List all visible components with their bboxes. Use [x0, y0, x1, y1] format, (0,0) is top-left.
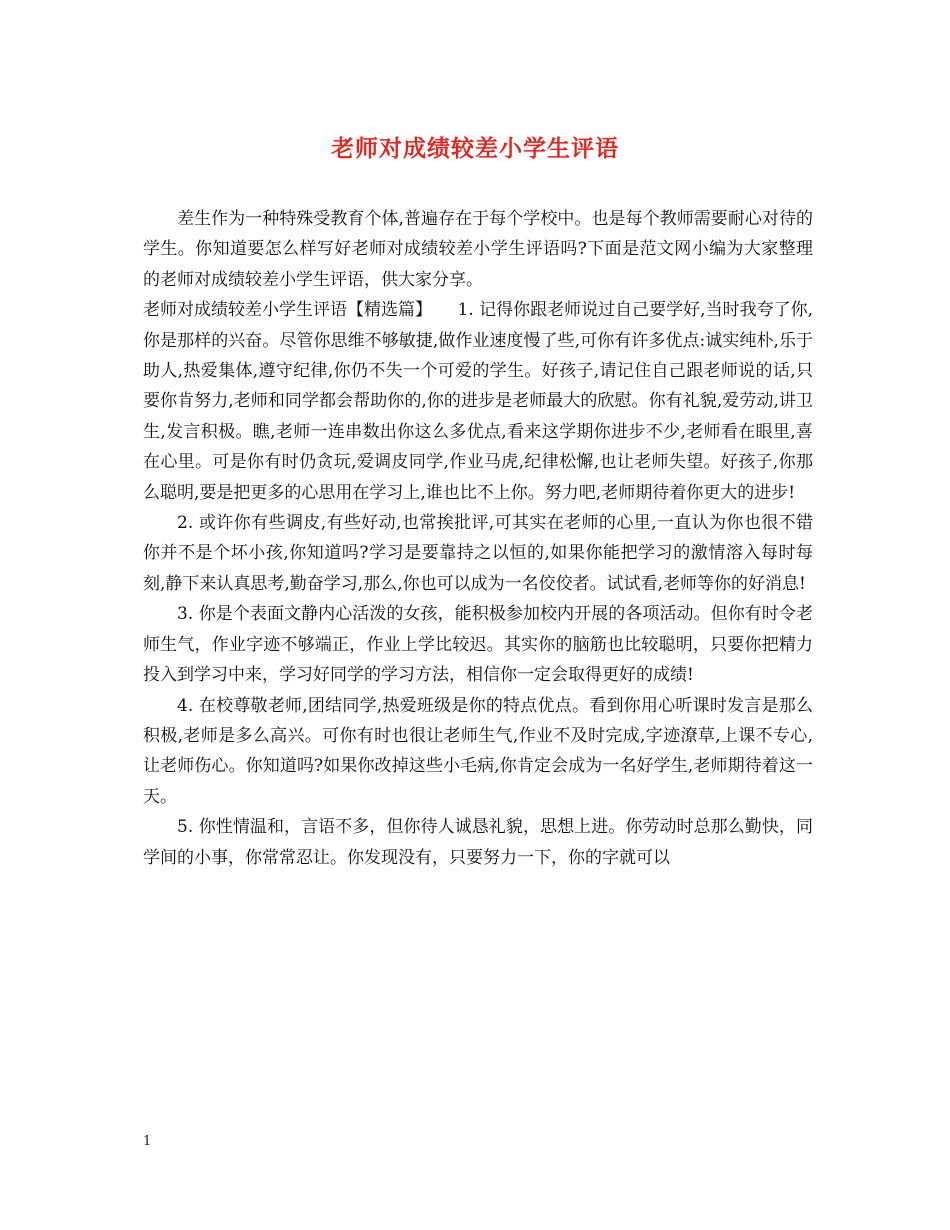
- document-body: [143, 204, 813, 873]
- paragraph-1: 老师对成绩较差小学生评语【精选篇】 1. 记得你跟老师说过自己要学好,当时我夸了你,你是那样的兴奋。尽管你思维不够敏捷,做作业速度慢了些,可你有许多优点:诚实纯朴,乐于助人,热爱集体,遵守纪律,你仍不失一个可爱的学生。好孩子,请记住自己跟老师说的话,只要你肯努力,老师和同学都会帮助你的,你的进步是老师最大的欣慰。你有礼貌,爱劳动,讲卫生,发言积极。瞧,老师一连串数出你这么多优点,看来这学期你进步不少,老师看在眼里,喜在心里。可是你有时仍贪玩,爱调皮同学,作业马虎,纪律松懈,也让老师失望。好孩子,你那么聪明,要是把更多的心思用在学习上,谁也比不上你。努力吧,老师期待着你更大的进步!: [143, 300, 813, 503]
- paragraph-4: 4. 在校尊敬老师,团结同学,热爱班级是你的特点优点。看到你用心听课时发言是那么积极,老师是多么高兴。可你有时也很让老师生气,作业不及时完成,字迹潦草,上课不专心,让老师伤心。你知道吗?如果你改掉这些小毛病,你肯定会成为一名好学生,老师期待着这一天。: [143, 695, 813, 807]
- paragraph-3: 3. 你是个表面文静内心活泼的女孩，能积极参加校内开展的各项活动。但你有时令老师生气，作业字迹不够端正，作业上学比较迟。其实你的脑筋也比较聪明，只要你把精力投入到学习中来，学习好同学的学习方法，相信你一定会取得更好的成绩!: [143, 604, 813, 686]
- intro-paragraph: 差生作为一种特殊受教育个体,普遍存在于每个学校中。也是每个教师需要耐心对待的学生。你知道要怎么样写好老师对成绩较差小学生评语吗?下面是范文网小编为大家整理的老师对成绩较差小学生评语，供大家分享。: [143, 209, 813, 290]
- page-number: 1: [143, 1134, 152, 1149]
- paragraph-2: 2. 或许你有些调皮,有些好动,也常挨批评,可其实在老师的心里,一直认为你也很不错你并不是个坏小孩,你知道吗?学习是要靠持之以恒的,如果你能把学习的激情溶入每时每刻,静下来认真思考,勤奋学习,那么,你也可以成为一名佼佼者。试试看,老师等你的好消息!: [143, 513, 813, 594]
- paragraph-5: 5. 你性情温和，言语不多，但你待人诚恳礼貌，思想上进。你劳动时总那么勤快，同学间的小事，你常常忍让。你发现没有，只要努力一下，你的字就可以: [143, 817, 813, 868]
- document-title: 老师对成绩较差小学生评语: [331, 135, 619, 162]
